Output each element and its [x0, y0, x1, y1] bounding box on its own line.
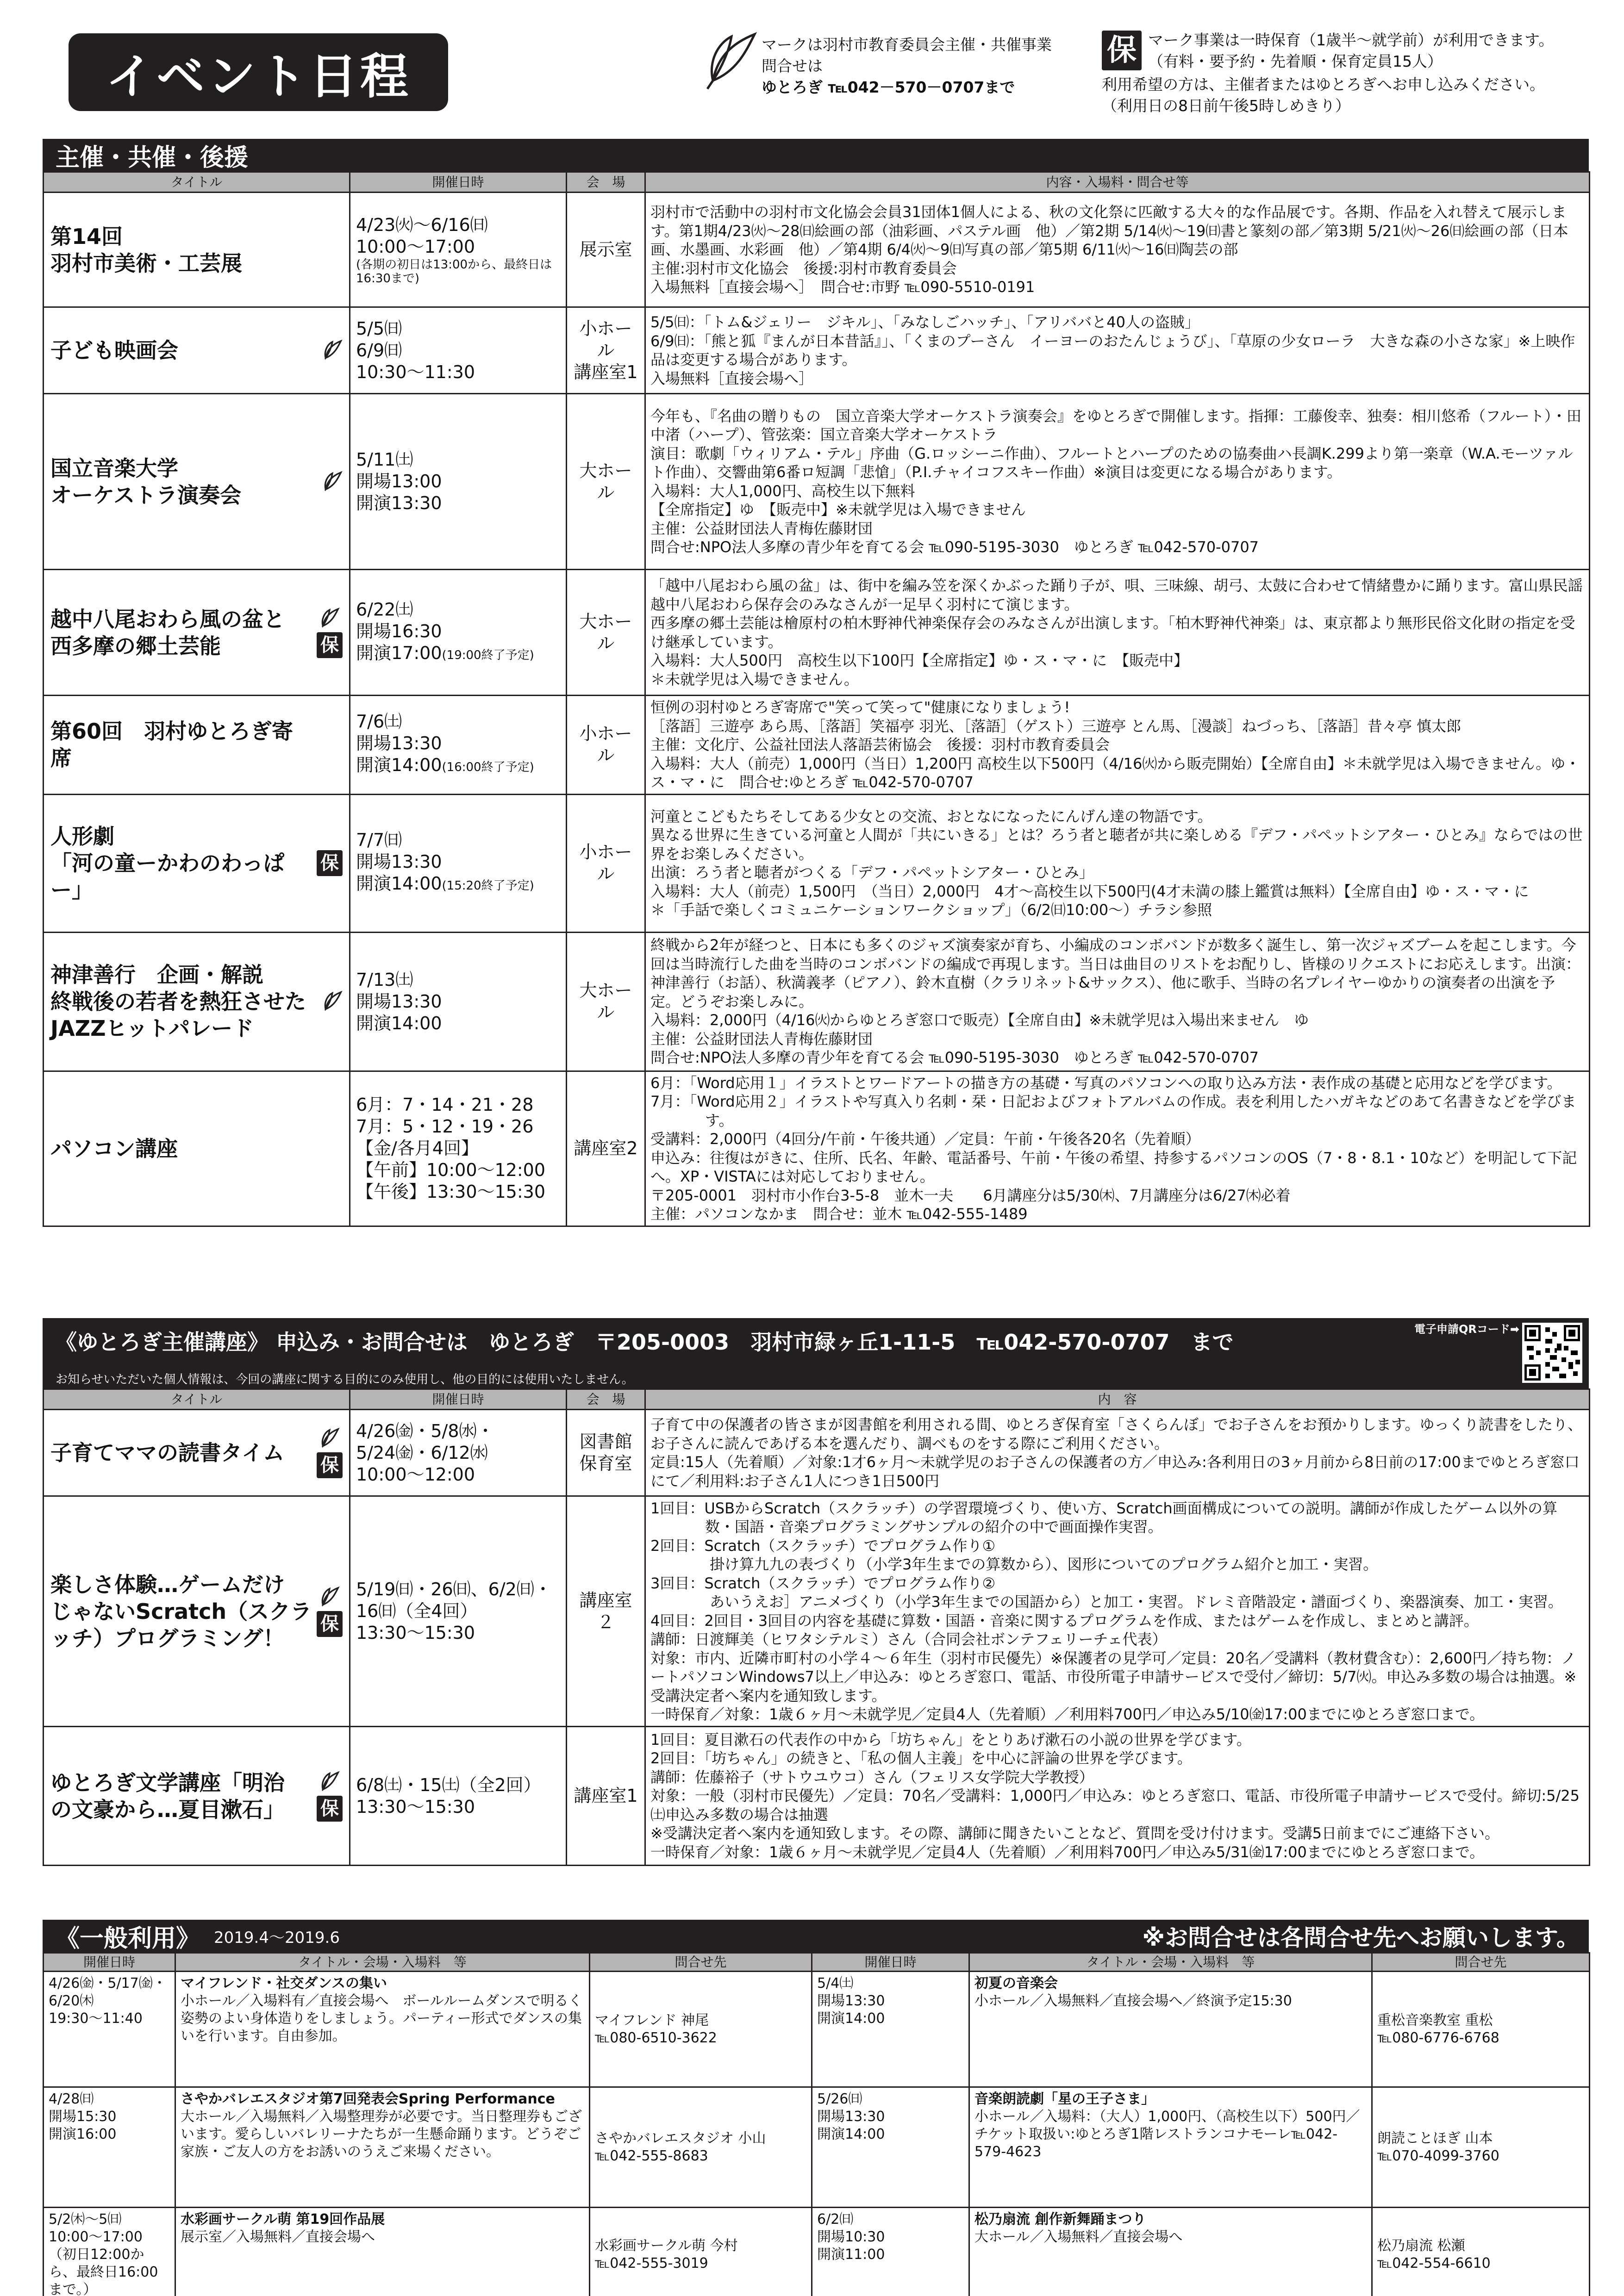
event-date-line: 7/7㈰ [356, 830, 402, 850]
general-date-line: 4/26㈮・5/17㈮・ [49, 1975, 167, 1991]
general-date-line: 開場10:30 [817, 2229, 885, 2245]
event-content-line: 主催：公益財団法人青梅佐藤財団 [650, 519, 873, 537]
event-date-line: 開演17:00 [356, 642, 442, 663]
qr-code-icon[interactable] [1522, 1323, 1582, 1383]
event-content-cell [645, 394, 1590, 570]
event-title-line: 子ども映画会 [50, 338, 178, 363]
event-date-line: 開演14:00 [356, 1013, 442, 1033]
event-content-line: 掛け算九九の表づくり（小学3年生までの算数から）、図形についてのプログラム紹介と加工・実習。 [710, 1556, 1378, 1573]
leaf-mark-icon [319, 1427, 340, 1450]
general-title-cell [969, 1972, 1372, 2087]
general-contact-line: 松乃扇流 松瀬 [1377, 2238, 1465, 2254]
event-content-cell [645, 307, 1590, 394]
event-title-line: ゆとろぎ文学講座「明治 [50, 1770, 285, 1795]
event-venue-line: 小ホール [579, 842, 632, 884]
event-content-line: 主催：公益財団法人青梅佐藤財団 [650, 1030, 873, 1048]
general-contact-line: ℡080-6510-3622 [595, 2029, 717, 2046]
general-date-line: 5/26㈰ [817, 2091, 862, 2107]
col-header-date: 開催日時 [350, 1389, 567, 1410]
event-content-line: 3回目：Scratch（スクラッチ）でプログラム作り② [650, 1574, 996, 1592]
general-contact-line: ℡042-555-3019 [595, 2255, 708, 2271]
event-content-line: 出演：ろう者と聴者がつくる「デフ・パペットシアター・ひとみ」 [650, 864, 1094, 881]
event-content-cell [645, 1727, 1590, 1866]
event-title-line: 国立音楽大学 [50, 455, 178, 481]
general-contact-line: 水彩画サークル萌 今村 [595, 2238, 738, 2254]
event-content-line: 1回目：夏目漱石の代表作の中から「坊ちゃん」をとりあげ漱石の小説の世界を学びます。 [650, 1730, 1251, 1748]
event-venue-line: 図書館 [579, 1431, 632, 1452]
general-event-desc: 小ホール／入場料有／直接会場へ ボールルームダンスで明るく姿勢のよい身体造りをしましょう。パーティー形式でダンスの集いを行います。自由参加。 [181, 1993, 582, 2044]
hoiku-legend-line: （有料・要予約・先着順・保育定員15人） [1148, 52, 1443, 70]
event-date-cell [350, 794, 567, 932]
event-content-line: 入場料：大人1,000円、高校生以下無料 [650, 482, 915, 500]
event-date-line: 10:00～17:00 [356, 236, 475, 257]
general-contact-cell [590, 1972, 812, 2087]
event-title-line: 人形劇 [50, 824, 114, 849]
general-row [44, 2208, 1590, 2296]
event-date-cell [350, 193, 567, 307]
event-row [44, 794, 1590, 932]
col-header-title: タイトル・会場・入場料 等 [969, 1953, 1372, 1972]
event-content-line: 入場料：大人（前売）1,500円 （当日）2,000円 4才～高校生以下500円(4才未満の膝上鑑賞は無料）【全席自由】ゆ・ス・マ・に [650, 882, 1529, 900]
event-content-line: 講師：日渡輝美（ヒワタシテルミ）さん（合同会社ボンテフェリーチェ代表） [650, 1630, 1167, 1648]
event-content-line: 子育て中の保護者の皆さまが図書館を利用される間、ゆとろぎ保育室「さくらんぼ」でお子さんをお預かりします。ゆっくり読書をしたり、お子さんに読んであげる本を選んだり、調べものをする際にご利用ください。 [650, 1416, 1583, 1452]
event-date-line: 【金/各月4回】 [356, 1138, 479, 1158]
event-content-line: 定員:15人（先着順）／対象:1才6ヶ月～未就学児のお子さんの保護者の方／申込み:各利用日の3ヶ月前から8日前の17:00までゆとろぎ窓口にて／利用料:お子さん1人につき1日500円 [650, 1453, 1580, 1490]
event-venue-cell [567, 794, 645, 932]
event-title-line: 第14回 [50, 224, 123, 249]
event-date-line: 【午前】10:00～12:00 [356, 1160, 546, 1180]
general-note: ※お問合せは各問合せ先へお願いします。 [1142, 1924, 1580, 1951]
general-contact-cell [1372, 2087, 1590, 2208]
event-content-line: 対象：一般（羽村市民優先）／定員：70名／受講料：1,000円／申込み：ゆとろぎ窓口、電話、市役所電子申請サービスで受付。締切:5/25㈯申込み多数の場合は抽選 [650, 1787, 1580, 1823]
event-title-line: 第60回 羽村ゆとろぎ寄席 [50, 719, 294, 771]
event-content-cell [645, 570, 1590, 696]
event-row [44, 696, 1590, 795]
event-date-line: 16㈰（全4回） [356, 1601, 478, 1621]
event-date-note: (各期の初日は13:00から、最終日は16:30まで) [356, 257, 552, 286]
event-date-line: 10:30～11:30 [356, 361, 475, 382]
event-venue-line: 保育室 [579, 1453, 632, 1474]
event-date-line: 【午後】13:30～15:30 [356, 1182, 546, 1202]
sponsored-events-table [43, 171, 1590, 1227]
general-contact-line: 朗読ことほぎ 山本 [1377, 2130, 1493, 2147]
col-header-date: 開催日時 [812, 1953, 969, 1972]
general-event-desc: 小ホール／入場無料／直接会場へ／終演予定15:30 [974, 1993, 1292, 2009]
event-content-line: 入場料：大人（前売）1,000円（当日）1,200円 高校生以下500円（4/16㈫から販売開始）【全席自由】＊未就学児は入場できません。ゆ・ス・マ・に 問合せ:ゆとろぎ ℡042-570-0707 [650, 754, 1580, 791]
general-event-title: さやかバレエスタジオ第7回発表会Spring Performance [181, 2091, 555, 2107]
event-content-line: 異なる世界に生きている河童と人間が「共にいきる」とは？ろう者と聴者が共に楽しめる『デフ・パペットシアター・ひとみ』ならではの世界をお楽しみください。 [650, 826, 1583, 863]
event-content-line: 主催：文化庁、公益社団法人落語芸術協会 後援：羽村市教育委員会 [650, 736, 1110, 753]
event-venue-cell [567, 932, 645, 1071]
event-title-cell [44, 1071, 350, 1226]
general-date-line: 開演16:00 [49, 2126, 117, 2142]
event-content-line: 問合せ:NPO法人多摩の青少年を育てる会 ℡090-5195-3030 ゆとろぎ ℡042-570-0707 [650, 1049, 1259, 1067]
event-date-line: 開演14:00 [356, 755, 442, 776]
event-date-line: 5/11㈯ [356, 449, 413, 470]
event-content-line: 今年も、『名曲の贈りもの 国立音楽大学オーケストラ演奏会』をゆとろぎで開催します。指揮：工藤俊幸、独奏：相川悠希（フルート）・田中渚（ハープ）、管弦楽：国立音楽大学オーケストラ [650, 407, 1581, 443]
event-content-line: 終戦から2年が経つと、日本にも多くのジャズ演奏家が育ち、小編成のコンボバンドが数多く誕生し、第一次ジャズブームを起こします。今回は当時流行した曲を当時のコンボバンドの編成で再現します。当日は曲目のリストをお配りし、皆様のリクエストにお応えします。出演：神津善行（お話）、秋満義孝（ピアノ）、鈴木直樹（クラリネット&サックス）、他に歌手、当時の名プレイヤーゆかりの演奏者の出演を予定。どうぞお楽しみに。 [650, 936, 1580, 1010]
event-date-line: 13:30～15:30 [356, 1623, 475, 1643]
general-date-line: 6/20㈭ [49, 1993, 94, 2009]
event-venue-cell [567, 696, 645, 795]
general-contact-cell [590, 2208, 812, 2296]
event-date-line: 13:30～15:30 [356, 1796, 475, 1817]
event-venue-cell [567, 1496, 645, 1727]
event-content-line: 【全席指定】ゆ 【販売中】※未就学児は入場できません [650, 501, 1026, 518]
col-header-content: 内容・入場料・問合せ等 [645, 172, 1590, 193]
event-content-line: 受講料：2,000円（4回分/午前・午後共通）／定員：午前・午後各20名（先着順） [650, 1130, 1200, 1148]
event-date-line: 7/13㈯ [356, 969, 413, 990]
general-contact-line: さやかバレエスタジオ 小山 [595, 2130, 766, 2147]
event-date-line: 7/6㈯ [356, 711, 402, 732]
event-date-line: 開場13:30 [356, 852, 442, 872]
event-title-cell [44, 1727, 350, 1866]
event-content-line: 講師：佐藤裕子（サトウユウコ）さん（フェリス女学院大学教授） [650, 1768, 1094, 1786]
event-content-line: 2回目：Scratch（スクラッチ）でプログラム作り① [650, 1537, 996, 1555]
general-event-title: 初夏の音楽会 [974, 1975, 1058, 1991]
event-venue-line: 講座室2 [574, 1138, 638, 1158]
general-period: 2019.4～2019.6 [214, 1928, 340, 1947]
event-venue-line: 講座室1 [574, 361, 638, 382]
event-content-line: 6月：「Word応用１」イラストとワードアートの描き方の基礎・写真のパソコンへの取り込み方法・表作成の基礎と応用などを学びます。 [650, 1074, 1562, 1092]
event-date-note: (16:00終了予定) [442, 760, 534, 775]
general-event-title: 松乃扇流 創作新舞踊まつり [974, 2211, 1146, 2228]
event-venue-cell [567, 1727, 645, 1866]
event-date-cell [350, 570, 567, 696]
general-contact-line: ℡042-554-6610 [1377, 2255, 1491, 2271]
event-title-cell [44, 394, 350, 570]
leaf-legend-line: 問合せは [762, 57, 823, 75]
general-date-line: 開演14:00 [817, 2010, 885, 2027]
general-date-cell [44, 2087, 175, 2208]
event-date-line: 開場13:30 [356, 733, 442, 754]
event-content-line: 2回目：「坊ちゃん」の続きと、「私の個人主義」を中心に評論の世界を学びます。 [650, 1749, 1192, 1767]
event-content-line: 西多摩の郷土芸能は檜原村の柏木野神代神楽保存会のみなさんが出演します。「柏木野神代神楽」は、東京都より無形民俗文化財の指定を受け継承しています。 [650, 614, 1575, 651]
event-title-cell [44, 193, 350, 307]
event-title-cell [44, 307, 350, 394]
general-date-line: 4/28㈰ [49, 2091, 94, 2107]
event-title-cell [44, 794, 350, 932]
general-date-line: 開場13:30 [817, 2109, 885, 2125]
event-content-line: ※受講決定者へ案内を通知致します。その際、講師に聞きたいことなど、質問を受け付けます。受講5日前までにご連絡下さい。 [650, 1824, 1500, 1842]
event-title-cell [44, 696, 350, 795]
event-row [44, 193, 1590, 307]
event-date-cell [350, 1071, 567, 1226]
event-content-line: ［落語］三遊亭 あら馬、［落語］笑福亭 羽光、［落語］（ゲスト）三遊亭 とん馬、［漫談］ねづっち、［落語］昔々亭 慎太郎 [650, 717, 1462, 735]
event-title-line: JAZZヒットパレード [50, 1016, 254, 1041]
event-content-line: 主催:羽村市文化協会 後援:羽村市教育委員会 [650, 259, 957, 277]
hoiku-mark-icon: 保 [1102, 31, 1142, 70]
event-date-note: (19:00終了予定) [442, 648, 534, 662]
col-header-contact: 問合せ先 [590, 1953, 812, 1972]
event-row [44, 932, 1590, 1071]
event-content-cell [645, 794, 1590, 932]
event-venue-cell [567, 307, 645, 394]
event-content-line: 入場料：大人500円 高校生以下100円【全席指定】ゆ・ス・マ・に 【販売中】 [650, 652, 1189, 669]
event-row [44, 570, 1590, 696]
general-date-line: 開場15:30 [49, 2109, 117, 2125]
event-date-line: 4/26㈮・5/8㈬・ [356, 1420, 494, 1441]
event-title-line: 終戦後の若者を熱狂させた [50, 989, 306, 1014]
event-content-line: ＊未就学児は入場できません。 [650, 670, 859, 688]
event-content-cell [645, 932, 1590, 1071]
event-date-cell [350, 1410, 567, 1496]
leaf-mark-icon [704, 30, 759, 90]
general-date-line: 開場13:30 [817, 1993, 885, 2009]
col-header-content: 内 容 [645, 1389, 1590, 1410]
general-date-cell [812, 1972, 969, 2087]
event-title-line: 子育てママの読書タイム [50, 1440, 285, 1465]
event-date-line: 7月：5・12・19・26 [356, 1116, 534, 1137]
event-title-line: じゃないScratch（スクラ [50, 1599, 312, 1624]
general-contact-line: ℡080-6776-6768 [1377, 2029, 1499, 2046]
section-yutorogi-bar [43, 1318, 1589, 1388]
event-content-line: 入場料：2,000円（4/16㈫からゆとろぎ窓口で販売）【全席自由】※未就学児は入場出来ません ゆ [650, 1011, 1309, 1029]
event-venue-cell [567, 394, 645, 570]
event-title-cell [44, 570, 350, 696]
event-row [44, 307, 1590, 394]
section-sponsored-bar: 主催・共催・後援 [43, 139, 1589, 171]
leaf-mark-icon [322, 339, 343, 361]
event-date-line: 開場13:00 [356, 471, 442, 492]
yutorogi-courses-table [43, 1388, 1590, 1866]
event-date-cell [350, 932, 567, 1071]
event-venue-line: 展示室 [579, 239, 632, 260]
event-venue-cell [567, 1071, 645, 1226]
event-date-cell [350, 1496, 567, 1727]
event-title-line: オーケストラ演奏会 [50, 482, 242, 508]
event-title-cell [44, 932, 350, 1071]
col-header-venue: 会 場 [567, 1389, 645, 1410]
event-content-line: 一時保育／対象：1歳６ヶ月～未就学児／定員4人（先着順）／利用料700円／申込み5/10㈮17:00までにゆとろぎ窓口まで。 [650, 1705, 1485, 1723]
general-title-cell [969, 2208, 1372, 2296]
event-date-note: (15:20終了予定) [442, 879, 534, 893]
event-row [44, 1410, 1590, 1496]
general-contact-line: ℡042-555-8683 [595, 2147, 708, 2164]
hoiku-legend-line: マーク事業は一時保育（1歳半～就学前）が利用できます。 [1148, 31, 1554, 49]
section-general-bar [43, 1920, 1589, 1952]
col-header-date: 開催日時 [44, 1953, 175, 1972]
event-title-line: 楽しさ体験…ゲームだけ [50, 1572, 285, 1597]
event-content-line: 入場無料［直接会場へ］ [650, 369, 814, 387]
event-content-line: 対象：市内、近隣市町村の小学４～６年生（羽村市民優先）※保護者の見学可／定員：20名／受講料（教材費含む）：2,600円／持ち物：ノートパソコンWindows7以上／申込み：ゆとろぎ窓口、電話、市役所電子申請サービスで受付／締切：5/7㈫。申込み多数の場合は抽選。※受講決定者へ案内を通知致します。 [650, 1649, 1577, 1705]
general-date-line: 6/2㈰ [817, 2211, 854, 2228]
general-event-desc: 大ホール／入場無料／直接会場へ [974, 2229, 1183, 2245]
event-date-cell [350, 307, 567, 394]
leaf-mark-icon [322, 471, 343, 493]
general-event-title: 水彩画サークル萌 第19回作品展 [181, 2211, 385, 2228]
hoiku-mark-icon: 保 [317, 1611, 343, 1637]
general-row [44, 2087, 1590, 2208]
general-date-line: 19:30～11:40 [49, 2010, 143, 2027]
event-venue-line: 大ホール [579, 611, 632, 653]
event-content-line: あいうえお］アニメづくり（小学3年生までの国語から）と加工・実習。ドレミ音階設定・譜面づくり、楽器演奏、加工・実習。 [710, 1593, 1563, 1611]
event-date-line: 6/8㈯・15㈯（全2回） [356, 1774, 541, 1795]
general-contact-line: マイフレンド 神尾 [595, 2012, 709, 2028]
general-title-cell [175, 2208, 590, 2296]
col-header-venue: 会 場 [567, 172, 645, 193]
event-date-line: 5/5㈰ [356, 318, 402, 339]
general-contact-cell [1372, 1972, 1590, 2087]
event-content-line: 主催：パソコンなかま 問合せ：並木 ℡042-555-1489 [650, 1205, 1028, 1223]
general-contact-line: ℡070-4099-3760 [1377, 2147, 1499, 2164]
general-event-title: 音楽朗読劇「星の王子さま」 [974, 2091, 1155, 2107]
event-date-line: 10:00～12:00 [356, 1464, 475, 1485]
event-content-line: 演目：歌劇「ウィリアム・テル」序曲（G.ロッシーニ作曲）、フルートとハープのための協奏曲ハ長調K.299より第一楽章（W.A.モーツァルト作曲）、交響曲第6番ロ短調「悲愴」（P.I.チャイコフスキー作曲）※演目は変更になる場合があります。 [650, 444, 1573, 481]
event-content-line: 河童とこどもたちそしてある少女との交流、おとなになったにんげん達の物語です。 [650, 807, 1212, 825]
event-venue-line: 小ホール [579, 318, 632, 361]
event-content-line: 5/5㈰：「トム&ジェリー ジキル」、「みなしごハッチ」、「アリババと40人の盗賊」 [650, 313, 1199, 331]
general-contact-cell [590, 2087, 812, 2208]
general-event-desc: 大ホール／入場無料／入場整理券が必要です。当日整理券もございます。愛らしいバレリーナたちが一生懸命踊ります。どうぞご家族・ご友人の方をお誘いのうえご来場ください。 [181, 2109, 582, 2160]
event-title-cell [44, 1496, 350, 1727]
general-title-cell [175, 1972, 590, 2087]
event-date-line: 5/19㈰・26㈰、6/2㈰・ [356, 1579, 552, 1599]
general-date-cell [44, 2208, 175, 2296]
event-date-cell [350, 696, 567, 795]
event-row [44, 1071, 1590, 1226]
event-venue-cell [567, 570, 645, 696]
event-title-line: 西多摩の郷土芸能 [50, 633, 221, 659]
qr-label: 電子申請QRコード➡ [1414, 1323, 1519, 1336]
event-content-line: 〒205-0001 羽村市小作台3-5-8 並木一夫 6月講座分は5/30㈭、7月講座分は6/27㈭必着 [650, 1186, 1291, 1204]
event-title-line: ッチ）プログラミング！ [50, 1625, 285, 1651]
event-row [44, 1496, 1590, 1727]
event-content-cell [645, 193, 1590, 307]
hoiku-mark-icon: 保 [317, 1452, 343, 1478]
event-date-line: 開場16:30 [356, 621, 442, 641]
event-content-line: 「越中八尾おわら風の盆」は、街中を編み笠を深くかぶった踊り子が、唄、三味線、胡弓、太鼓に合わせて情緒豊かに踊ります。富山県民謡越中八尾おわら保存会のみなさんが一足早く羽村にて演じます。 [650, 577, 1583, 613]
hoiku-mark-icon: 保 [317, 850, 343, 876]
general-event-title: マイフレンド・社交ダンスの集い [181, 1975, 387, 1991]
page-title: イベント日程 [69, 33, 448, 111]
general-title-cell [175, 2087, 590, 2208]
event-row [44, 1727, 1590, 1866]
hoiku-mark-icon: 保 [317, 632, 343, 658]
event-content-line: 羽村市で活動中の羽村市文化協会会員31団体1個人による、秋の文化祭に匹敵する大々的な作品展です。各期、作品を入れ替えて展示します。第1期4/23㈫～28㈰絵画の部（油彩画、パステル画 他）／第2期 5/14㈫～19㈰書と篆刻の部／第3期 5/21㈫～26㈰絵画の部（日本画、水墨画、水彩画 他）／第4期 6/4㈫～9㈰写真の部／第5期 6/11㈫～16㈰陶芸の部 [650, 203, 1568, 259]
event-venue-line: 小ホール [579, 723, 632, 766]
event-date-line: 5/24㈮・6/12㈬ [356, 1442, 488, 1463]
event-content-line: 一時保育／対象：1歳６ヶ月～未就学児／定員4人（先着順）／利用料700円／申込み5/31㈮17:00までにゆとろぎ窓口まで。 [650, 1843, 1485, 1861]
event-venue-cell [567, 1410, 645, 1496]
event-venue-line: 大ホール [579, 980, 632, 1022]
event-date-cell [350, 1727, 567, 1866]
hoiku-legend-line: 利用希望の方は、主催者またはゆとろぎへお申し込みください。 [1102, 75, 1545, 93]
event-date-line: 6月：7・14・21・28 [356, 1095, 534, 1115]
general-row [44, 1972, 1590, 2087]
general-event-desc: 展示室／入場無料／直接会場へ [181, 2229, 375, 2245]
general-date-line: 開演11:00 [817, 2246, 885, 2263]
event-title-line: パソコン講座 [50, 1136, 178, 1161]
event-venue-line: 大ホール [579, 460, 632, 503]
yutorogi-contact-text: 《ゆとろぎ主催講座》 申込み・お問合せは ゆとろぎ 〒205-0003 羽村市緑ヶ丘1-11-5 ℡042-570-0707 まで [56, 1330, 1234, 1355]
event-content-line: 恒例の羽村ゆとろぎ寄席で"笑って笑って"健康になりましょう! [650, 698, 1070, 716]
event-content-line: 4回目：2回目・3回目の内容を基礎に算数・国語・音楽に関するプログラムを作成、またはゲームを作成し、まとめと講評。 [650, 1612, 1479, 1630]
event-content-line: 7月：「Word応用２」イラストや写真入り名刺・栞・日記およびフォトアルバムの作成。表を利用したハガキなどのあて名書きなどを学びます。 [650, 1093, 1576, 1129]
event-venue-line: 講座室1 [574, 1786, 638, 1806]
event-date-line: 4/23㈫～6/16㈰ [356, 214, 488, 235]
event-content-line: ＊「手話で楽しくコミュニケーションワークショップ」（6/2㈰10:00～）チラシ参照 [650, 901, 1212, 919]
event-title-line: 「河の童ーかわのわっぱー」 [50, 851, 285, 902]
event-date-line: 6/9㈰ [356, 340, 402, 361]
event-title-line: の文豪から…夏目漱石」 [50, 1797, 285, 1822]
general-date-line: 10:00～17:00（初日12:00から、最終日16:00まで。） [49, 2229, 158, 2296]
event-content-line: 1回目：USBからScratch（スクラッチ）の学習環境づくり、使い方、Scratch画面構成についての説明。講師が作成したゲーム以外の算数・国語・音楽プログラミングサンプルの紹介の中で画面操作実習。 [650, 1499, 1557, 1536]
leaf-mark-icon [319, 1586, 340, 1608]
general-use-table [43, 1952, 1590, 2296]
col-header-title: タイトル [44, 172, 350, 193]
event-content-line: 申込み：往復はがきに、住所、氏名、年齢、電話番号、午前・午後の希望、持参するパソコンのOS（7・8・8.1・10など）を明記して下記へ。XP・VISTAには対応しておりません。 [650, 1149, 1577, 1185]
general-date-cell [812, 2208, 969, 2296]
event-title-line: 羽村市美術・工芸展 [50, 250, 242, 276]
leaf-mark-icon [319, 607, 340, 629]
event-row [44, 394, 1590, 570]
general-date-cell [812, 2087, 969, 2208]
event-title-line: 神津善行 企画・解説 [50, 962, 263, 987]
event-content-cell [645, 696, 1590, 795]
hoiku-legend-line: （利用日の8日前午後5時しめきり） [1102, 97, 1350, 115]
event-date-line: 開場13:30 [356, 991, 442, 1012]
event-content-cell [645, 1410, 1590, 1496]
general-title: 《一般利用》 [56, 1924, 200, 1953]
general-date-line: 5/4㈯ [817, 1975, 854, 1991]
event-venue-line: 講座室２ [579, 1590, 632, 1632]
leaf-legend-line: マークは羽村市教育委員会主催・共催事業 [762, 36, 1052, 54]
general-title-cell [969, 2087, 1372, 2208]
event-date-cell [350, 394, 567, 570]
hoiku-mark-icon: 保 [317, 1796, 343, 1822]
privacy-note: お知らせいただいた個人情報は、今回の講座に関する目的にのみ使用し、他の目的には使用いたしません。 [56, 1373, 634, 1387]
leaf-mark-icon [322, 990, 343, 1013]
general-date-cell [44, 1972, 175, 2087]
event-content-line: 6/9㈰：「熊と狐『まんが日本昔話』」、「くまのプーさん イーヨーのおたんじょうび」、「草原の少女ローラ 大きな森の小さな家」※上映作品は変更する場合があります。 [650, 332, 1575, 368]
event-title-cell [44, 1410, 350, 1496]
event-date-line: 開演13:30 [356, 493, 442, 513]
event-title-line: 越中八尾おわら風の盆と [50, 606, 285, 632]
leaf-legend-contact: ゆとろぎ ℡042－570－0707まで [762, 78, 1015, 96]
event-venue-cell [567, 193, 645, 307]
general-date-line: 開演14:00 [817, 2126, 885, 2142]
event-date-line: 6/22㈯ [356, 599, 413, 620]
leaf-mark-icon [319, 1771, 340, 1793]
event-content-cell [645, 1496, 1590, 1727]
event-content-cell [645, 1071, 1590, 1226]
col-header-title: タイトル [44, 1389, 350, 1410]
general-date-line: 5/2㈭～5㈰ [49, 2211, 122, 2228]
general-event-desc: 小ホール／入場料：（大人）1,000円、（高校生以下）500円／チケット取扱い:ゆとろぎ1階レストランコナモーレ℡042-579-4623 [974, 2109, 1360, 2160]
event-date-line: 開演14:00 [356, 873, 442, 894]
col-header-date: 開催日時 [350, 172, 567, 193]
general-contact-line: 重松音楽教室 重松 [1377, 2012, 1493, 2028]
col-header-title: タイトル・会場・入場料 等 [175, 1953, 590, 1972]
event-content-line: 問合せ:NPO法人多摩の青少年を育てる会 ℡090-5195-3030 ゆとろぎ ℡042-570-0707 [650, 538, 1259, 556]
general-contact-cell [1372, 2208, 1590, 2296]
event-content-line: 入場無料［直接会場へ］ 問合せ:市野 ℡090-5510-0191 [650, 278, 1035, 296]
col-header-contact: 問合せ先 [1372, 1953, 1590, 1972]
